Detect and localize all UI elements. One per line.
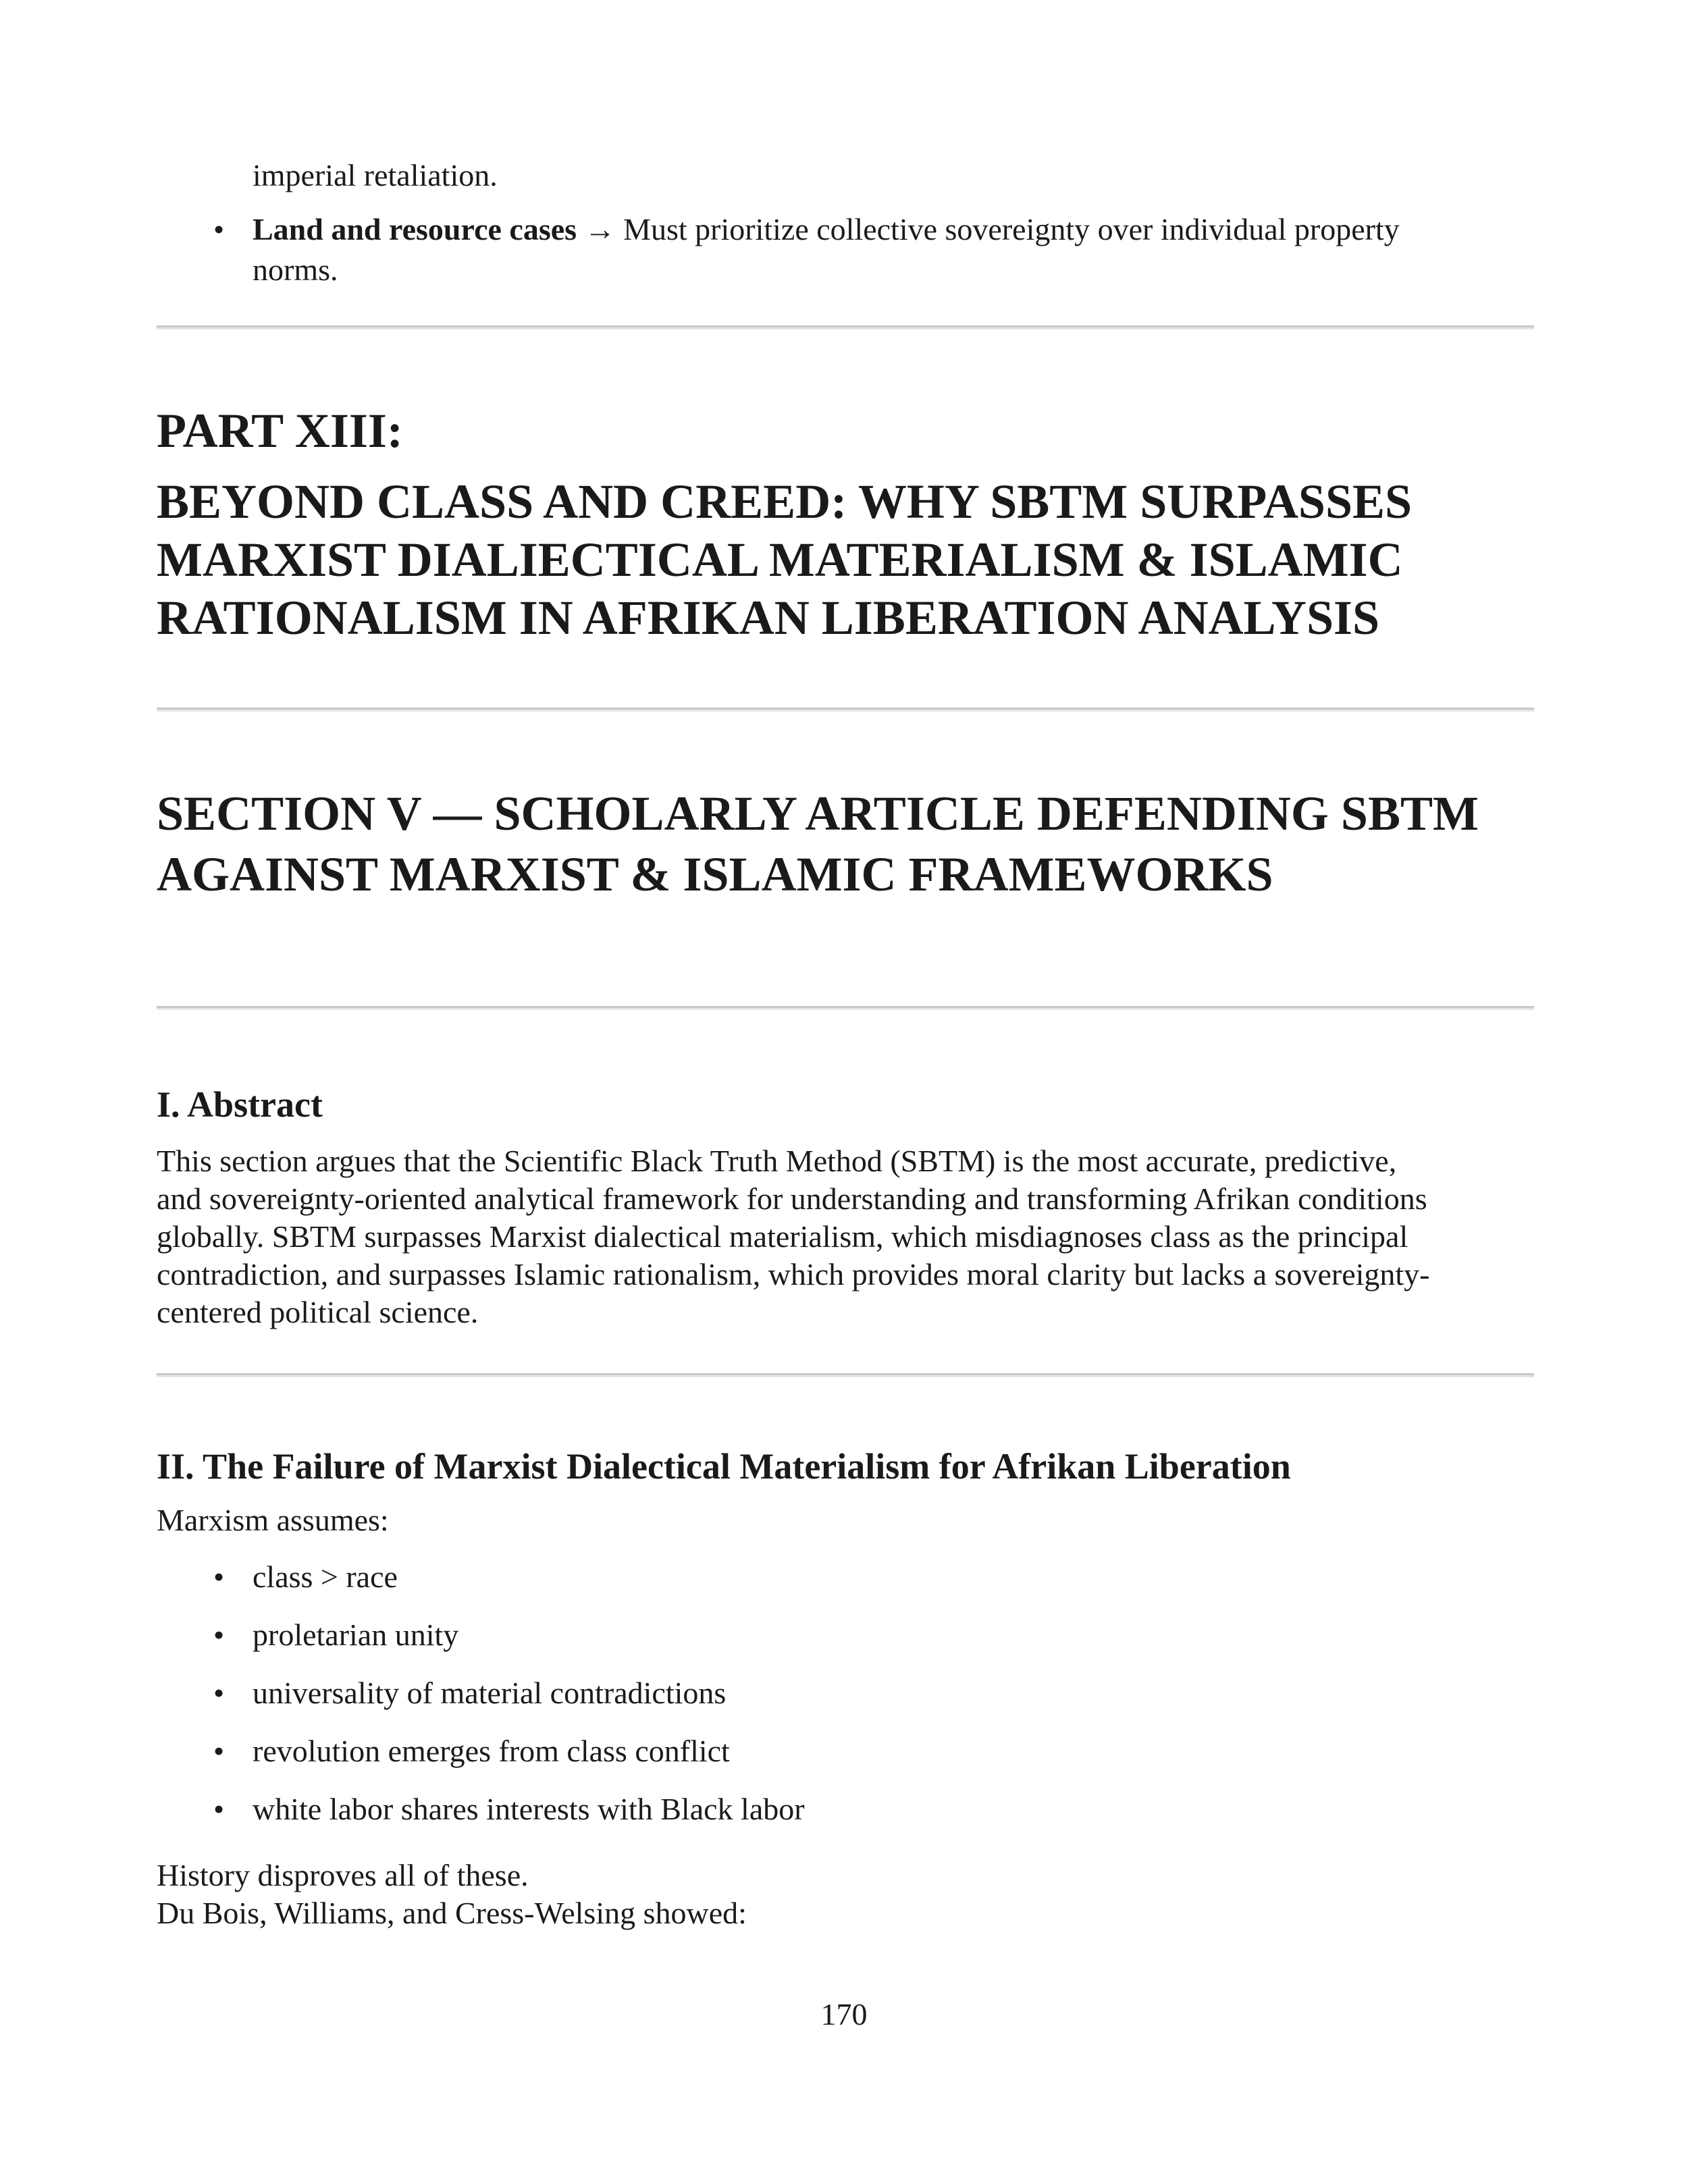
- bullet-bold-term: Land and resource cases: [253, 212, 577, 246]
- conclusion-line: History disproves all of these.: [157, 1858, 529, 1892]
- continuation-text: imperial retaliation.: [253, 158, 498, 192]
- section-title: [157, 783, 1548, 905]
- list-item: [157, 1673, 1534, 1713]
- bullet-text: → Must prioritize collective sovereignty over individual property: [577, 212, 1400, 246]
- part-title: [157, 473, 1548, 647]
- divider: [157, 1373, 1534, 1377]
- part-title-line: BEYOND CLASS AND CREED: WHY SBTM SURPASSES: [157, 475, 1413, 529]
- bullet-icon: •: [213, 1734, 225, 1768]
- bullet-text-cont: norms.: [253, 252, 338, 287]
- list-item: [157, 1615, 1534, 1655]
- bullet-icon: •: [213, 212, 225, 246]
- assumption-text: universality of material contradictions: [253, 1676, 727, 1710]
- assumption-text: class > race: [253, 1560, 398, 1594]
- list-item: [157, 209, 1534, 290]
- abstract-heading: I. Abstract: [157, 1084, 323, 1125]
- divider: [157, 708, 1534, 712]
- conclusion-line: Du Bois, Williams, and Cress-Welsing showed:: [157, 1896, 747, 1930]
- list-item: [157, 1557, 1534, 1597]
- section-title-line: SECTION V — SCHOLARLY ARTICLE DEFENDING SBTM: [157, 787, 1479, 841]
- failure-intro: Marxism assumes:: [157, 1503, 389, 1537]
- failure-conclusion: [157, 1857, 747, 1932]
- abstract-line: centered political science.: [157, 1295, 479, 1329]
- list-item: [157, 1731, 1534, 1772]
- part-label: PART XIII:: [157, 404, 403, 458]
- part-title-line: RATIONALISM IN AFRIKAN LIBERATION ANALYSIS: [157, 591, 1380, 645]
- assumption-text: white labor shares interests with Black labor: [253, 1792, 805, 1826]
- divider: [157, 325, 1534, 329]
- failure-heading: II. The Failure of Marxist Dialectical Materialism for Afrikan Liberation: [157, 1446, 1291, 1487]
- abstract-body: [157, 1142, 1541, 1331]
- abstract-line: This section argues that the Scientific Black Truth Method (SBTM) is the most accurate, predictive,: [157, 1144, 1397, 1178]
- page-number: 170: [820, 1997, 868, 2031]
- assumption-text: revolution emerges from class conflict: [253, 1734, 730, 1768]
- abstract-line: contradiction, and surpasses Islamic rationalism, which provides moral clarity but lacks a sovereignty-: [157, 1257, 1430, 1291]
- abstract-line: and sovereignty-oriented analytical framework for understanding and transforming Afrikan conditions: [157, 1181, 1427, 1216]
- bullet-icon: •: [213, 1792, 225, 1826]
- part-title-line: MARXIST DIALIECTICAL MATERIALISM & ISLAMIC: [157, 533, 1403, 587]
- section-title-line: AGAINST MARXIST & ISLAMIC FRAMEWORKS: [157, 847, 1273, 901]
- assumption-text: proletarian unity: [253, 1618, 459, 1652]
- top-bullet-list: [157, 209, 1534, 290]
- bullet-icon: •: [213, 1676, 225, 1710]
- list-item: [157, 1789, 1534, 1830]
- bullet-icon: •: [213, 1560, 225, 1594]
- bullet-icon: •: [213, 1618, 225, 1652]
- assumption-list: [157, 1557, 1534, 1847]
- divider: [157, 1006, 1534, 1010]
- abstract-line: globally. SBTM surpasses Marxist dialectical materialism, which misdiagnoses class as the principal: [157, 1219, 1408, 1254]
